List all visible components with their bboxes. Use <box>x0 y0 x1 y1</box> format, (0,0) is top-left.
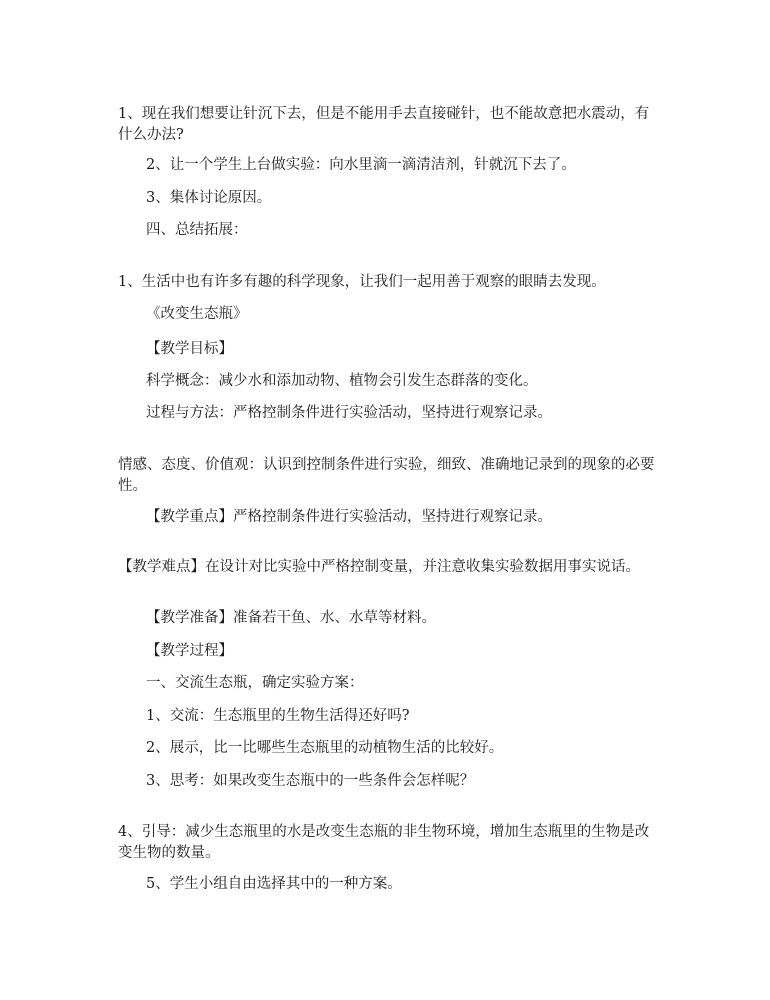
paragraph-attitude-values: 情感、态度、价值观：认识到控制条件进行实验，细致、准确地记录到的现象的必要性。 <box>118 457 655 494</box>
paragraph-science-concept: 科学概念：减少水和添加动物、植物会引发生态群落的变化。 <box>146 373 538 389</box>
paragraph-3: 3、集体讨论原因。 <box>146 190 272 206</box>
paragraph-guide: 4、引导：减少生态瓶里的水是改变生态瓶的非生物环境，增加生态瓶里的生物是改变生物的数量。 <box>118 824 650 861</box>
paragraph-difficult-point: 【教学难点】在设计对比实验中严格控制变量，并注意收集实验数据用事实说话。 <box>118 559 640 575</box>
paragraph-1: 1、现在我们想要让针沉下去，但是不能用手去直接碰针，也不能故意把水震动，有什么办法? <box>118 106 650 143</box>
paragraph-process-method: 过程与方法：严格控制条件进行实验活动，坚持进行观察记录。 <box>146 405 552 421</box>
heading-teaching-goals: 【教学目标】 <box>146 341 233 357</box>
lesson-title: 《改变生态瓶》 <box>146 306 248 322</box>
paragraph-group-choice: 5、学生小组自由选择其中的一种方案。 <box>146 876 402 892</box>
paragraph-display: 2、展示，比一比哪些生态瓶里的动植物生活的比较好。 <box>146 740 504 756</box>
paragraph-key-point: 【教学重点】严格控制条件进行实验活动，坚持进行观察记录。 <box>146 509 552 525</box>
paragraph-4: 1、生活中也有许多有趣的科学现象，让我们一起用善于观察的眼睛去发现。 <box>118 274 606 290</box>
heading-teaching-process: 【教学过程】 <box>146 643 233 659</box>
paragraph-think: 3、思考：如果改变生态瓶中的一些条件会怎样呢？ <box>146 773 475 789</box>
section-heading-summary: 四、总结拓展： <box>146 222 248 238</box>
paragraph-step-one: 一、交流生态瓶，确定实验方案： <box>146 675 364 691</box>
paragraph-2: 2、让一个学生上台做实验：向水里滴一滴清洁剂，针就沉下去了。 <box>146 157 576 173</box>
paragraph-exchange: 1、交流：生态瓶里的生物生活得还好吗? <box>146 708 410 724</box>
paragraph-preparation: 【教学准备】准备若干鱼、水、水草等材料。 <box>146 610 436 626</box>
